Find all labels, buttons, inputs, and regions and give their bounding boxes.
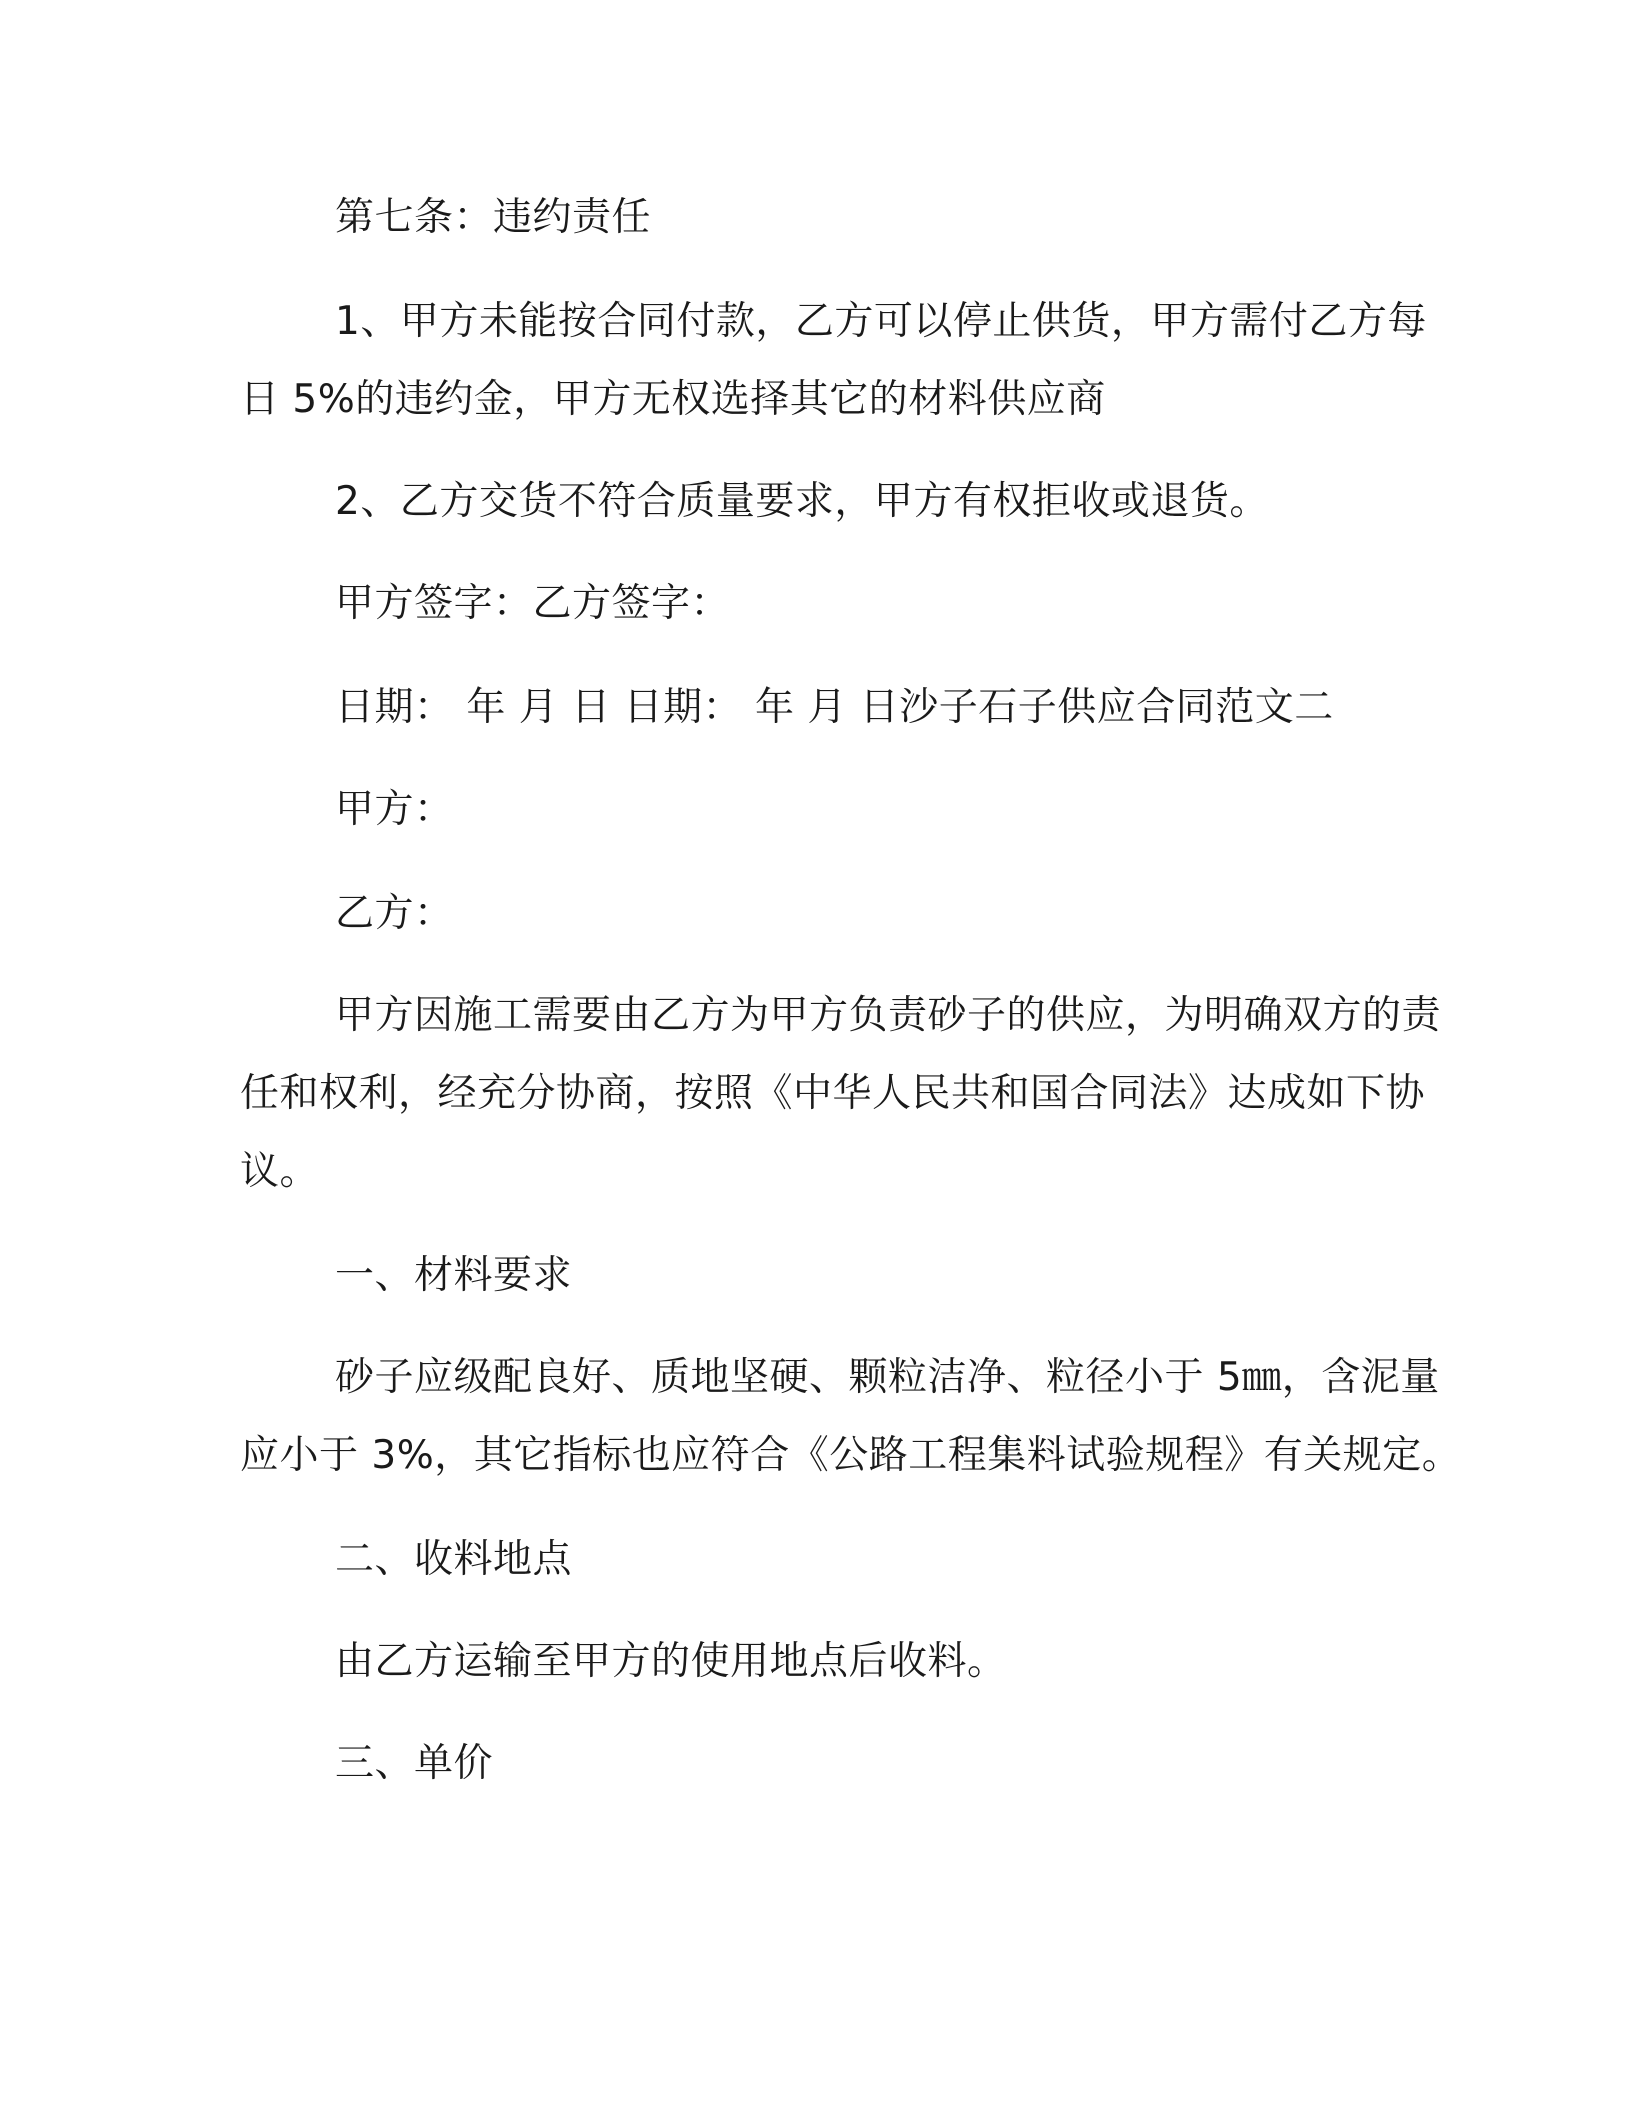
section-1-line-1: 砂子应级配良好、质地坚硬、颗粒洁净、粒径小于 5㎜，含泥量 — [335, 1355, 1440, 1400]
intro-line-1: 甲方因施工需要由乙方为甲方负责砂子的供应，为明确双方的责 — [335, 993, 1442, 1038]
section-1-heading: 一、材料要求 — [335, 1253, 573, 1298]
article-7-heading: 第七条：违约责任 — [335, 195, 652, 240]
party-a-label: 甲方： — [335, 787, 454, 832]
section-2-heading: 二、收料地点 — [335, 1537, 573, 1582]
party-b-label: 乙方： — [335, 891, 454, 936]
intro-line-3: 议。 — [240, 1149, 320, 1194]
clause-2: 2、乙方交货不符合质量要求，甲方有权拒收或退货。 — [335, 479, 1269, 524]
section-2-body: 由乙方运输至甲方的使用地点后收料。 — [335, 1639, 1007, 1684]
clause-1-line-2: 日 5%的违约金，甲方无权选择其它的材料供应商 — [240, 377, 1106, 422]
signature-line: 甲方签字：乙方签字： — [335, 581, 731, 626]
intro-line-2: 任和权利，经充分协商，按照《中华人民共和国合同法》达成如下协 — [240, 1071, 1426, 1116]
clause-1-line-1: 1、甲方未能按合同付款，乙方可以停止供货，甲方需付乙方每 — [335, 299, 1427, 344]
section-3-heading: 三、单价 — [335, 1741, 494, 1786]
date-line: 日期： 年 月 日 日期： 年 月 日沙子石子供应合同范文二 — [335, 685, 1334, 730]
section-1-line-2: 应小于 3%，其它指标也应符合《公路工程集料试验规程》有关规定。 — [240, 1433, 1462, 1478]
